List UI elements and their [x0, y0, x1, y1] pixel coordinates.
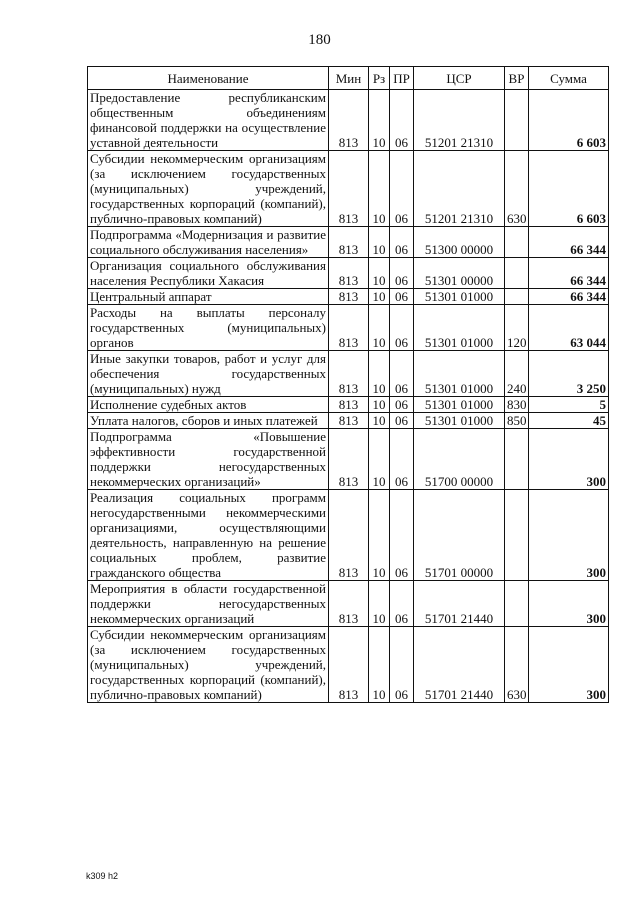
row-rz: 10 — [369, 289, 390, 305]
row-rz: 10 — [369, 227, 390, 258]
page-number: 180 — [308, 32, 331, 48]
row-min: 813 — [329, 351, 369, 397]
row-pr: 06 — [390, 627, 414, 703]
table-row — [88, 413, 609, 429]
table-row — [88, 581, 609, 627]
row-sum: 300 — [529, 429, 609, 490]
row-rz: 10 — [369, 627, 390, 703]
row-vr: 120 — [505, 305, 529, 351]
row-csr: 51301 01000 — [414, 397, 505, 413]
row-rz: 10 — [369, 305, 390, 351]
table-row — [88, 429, 609, 490]
row-pr: 06 — [390, 351, 414, 397]
row-name: Центральный аппарат — [88, 289, 329, 305]
column-header-rz: Рз — [369, 67, 390, 90]
column-header-min: Мин — [329, 67, 369, 90]
row-sum: 5 — [529, 397, 609, 413]
table-row — [88, 627, 609, 703]
row-min: 813 — [329, 227, 369, 258]
column-header-csr: ЦСР — [414, 67, 505, 90]
row-csr: 51301 01000 — [414, 413, 505, 429]
row-name: Иные закупки товаров, работ и услуг для обеспечения государственных (муниципальных) нужд — [88, 351, 329, 397]
row-sum: 66 344 — [529, 289, 609, 305]
row-csr: 51301 00000 — [414, 258, 505, 289]
row-name: Предоставление республиканским общественным объединениям финансовой поддержки на осуществление уставной деятельности — [88, 90, 329, 151]
row-csr: 51201 21310 — [414, 90, 505, 151]
column-header-pr: ПР — [390, 67, 414, 90]
row-sum: 300 — [529, 627, 609, 703]
table-row — [88, 227, 609, 258]
row-vr — [505, 258, 529, 289]
row-pr: 06 — [390, 227, 414, 258]
row-rz: 10 — [369, 90, 390, 151]
footer-code: k309 h2 — [86, 871, 119, 881]
row-min: 813 — [329, 627, 369, 703]
row-vr — [505, 227, 529, 258]
budget-table — [87, 66, 609, 703]
row-vr — [505, 289, 529, 305]
row-pr: 06 — [390, 258, 414, 289]
row-min: 813 — [329, 581, 369, 627]
row-pr: 06 — [390, 151, 414, 227]
row-sum: 300 — [529, 490, 609, 581]
row-vr — [505, 429, 529, 490]
row-csr: 51700 00000 — [414, 429, 505, 490]
row-name: Организация социального обслуживания населения Республики Хакасия — [88, 258, 329, 289]
row-sum: 63 044 — [529, 305, 609, 351]
row-min: 813 — [329, 413, 369, 429]
table-row — [88, 151, 609, 227]
row-sum: 6 603 — [529, 90, 609, 151]
row-min: 813 — [329, 90, 369, 151]
row-pr: 06 — [390, 429, 414, 490]
column-header-vr: ВР — [505, 67, 529, 90]
row-name: Субсидии некоммерческим организациям (за исключением государственных (муниципальных) учреждений, государственных корпораций (компаний), публично-правовых компаний) — [88, 627, 329, 703]
table-row — [88, 90, 609, 151]
row-rz: 10 — [369, 413, 390, 429]
row-min: 813 — [329, 151, 369, 227]
row-csr: 51301 01000 — [414, 305, 505, 351]
row-name: Расходы на выплаты персоналу государственных (муниципальных) органов — [88, 305, 329, 351]
row-rz: 10 — [369, 490, 390, 581]
row-vr: 850 — [505, 413, 529, 429]
row-name: Субсидии некоммерческим организациям (за исключением государственных (муниципальных) учреждений, государственных корпораций (компаний), публично-правовых компаний) — [88, 151, 329, 227]
row-sum: 3 250 — [529, 351, 609, 397]
row-name: Подпрограмма «Повышение эффективности государственной поддержки негосударственных некоммерческих организаций» — [88, 429, 329, 490]
row-rz: 10 — [369, 258, 390, 289]
row-min: 813 — [329, 305, 369, 351]
row-rz: 10 — [369, 581, 390, 627]
row-pr: 06 — [390, 581, 414, 627]
row-min: 813 — [329, 258, 369, 289]
row-vr: 830 — [505, 397, 529, 413]
table-row — [88, 397, 609, 413]
row-sum: 66 344 — [529, 258, 609, 289]
row-csr: 51301 01000 — [414, 289, 505, 305]
column-header-sum: Сумма — [529, 67, 609, 90]
row-vr — [505, 490, 529, 581]
row-name: Подпрограмма «Модернизация и развитие социального обслуживания населения» — [88, 227, 329, 258]
row-rz: 10 — [369, 351, 390, 397]
row-csr: 51201 21310 — [414, 151, 505, 227]
row-pr: 06 — [390, 490, 414, 581]
row-min: 813 — [329, 289, 369, 305]
row-name: Мероприятия в области государственной поддержки негосударственных некоммерческих организаций — [88, 581, 329, 627]
row-csr: 51301 01000 — [414, 351, 505, 397]
row-vr: 630 — [505, 627, 529, 703]
table-row — [88, 258, 609, 289]
row-csr: 51300 00000 — [414, 227, 505, 258]
row-min: 813 — [329, 490, 369, 581]
row-name: Реализация социальных программ негосударственными некоммерческими организациями, осуществляющими деятельность, направленную на решение социальных проблем, развитие гражданского общества — [88, 490, 329, 581]
row-rz: 10 — [369, 397, 390, 413]
row-vr — [505, 581, 529, 627]
row-sum: 300 — [529, 581, 609, 627]
row-name: Исполнение судебных актов — [88, 397, 329, 413]
row-pr: 06 — [390, 413, 414, 429]
row-sum: 66 344 — [529, 227, 609, 258]
table-row — [88, 305, 609, 351]
row-csr: 51701 21440 — [414, 627, 505, 703]
row-csr: 51701 21440 — [414, 581, 505, 627]
row-pr: 06 — [390, 397, 414, 413]
row-sum: 45 — [529, 413, 609, 429]
row-pr: 06 — [390, 289, 414, 305]
table-row — [88, 490, 609, 581]
row-rz: 10 — [369, 151, 390, 227]
row-min: 813 — [329, 429, 369, 490]
row-min: 813 — [329, 397, 369, 413]
table-row — [88, 289, 609, 305]
table-row — [88, 351, 609, 397]
column-header-name: Наименование — [88, 67, 329, 90]
row-vr: 630 — [505, 151, 529, 227]
row-pr: 06 — [390, 90, 414, 151]
row-rz: 10 — [369, 429, 390, 490]
row-name: Уплата налогов, сборов и иных платежей — [88, 413, 329, 429]
row-pr: 06 — [390, 305, 414, 351]
row-csr: 51701 00000 — [414, 490, 505, 581]
row-vr — [505, 90, 529, 151]
table-header-row — [88, 67, 609, 90]
row-vr: 240 — [505, 351, 529, 397]
row-sum: 6 603 — [529, 151, 609, 227]
